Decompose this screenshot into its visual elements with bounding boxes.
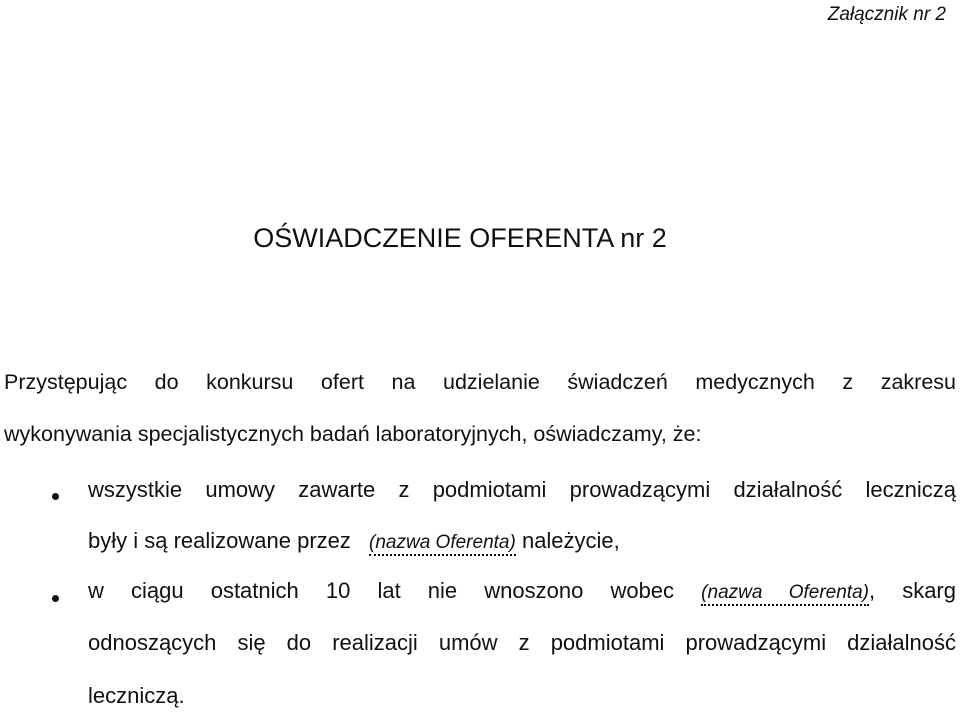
bullet-icon [52,493,59,500]
statement-2-line-2: odnoszących się do realizacji umów z podmiotami prowadzącymi działalność [88,630,956,655]
bullet-icon [52,595,59,602]
statement-2-text-after: , skarg [868,578,956,603]
offeror-name-placeholder: (nazwa Oferenta) [369,532,516,556]
statement-1-line-2 [88,528,956,554]
intro-line-1: Przystępując do konkursu ofert na udzielanie świadczeń medycznych z zakresu [4,370,956,394]
statement-1-text-before: były i są realizowane przez [88,528,351,553]
offeror-name-placeholder: (nazwa Oferenta) [701,582,869,606]
statement-2-line-1 [88,578,956,604]
annex-label: Załącznik nr 2 [827,4,946,25]
statement-1-line-1: wszystkie umowy zawarte z podmiotami prowadzącymi działalność leczniczą [88,477,956,502]
document-title: OŚWIADCZENIE OFERENTA nr 2 [253,223,667,253]
statement-2-line-3: leczniczą. [88,683,185,708]
intro-line-2: wykonywania specjalistycznych badań laboratoryjnych, oświadczamy, że: [4,422,702,446]
statement-2-text-before: w ciągu ostatnich 10 lat nie wnoszono wobec [88,578,675,603]
statement-1-text-after: należycie, [521,528,620,553]
